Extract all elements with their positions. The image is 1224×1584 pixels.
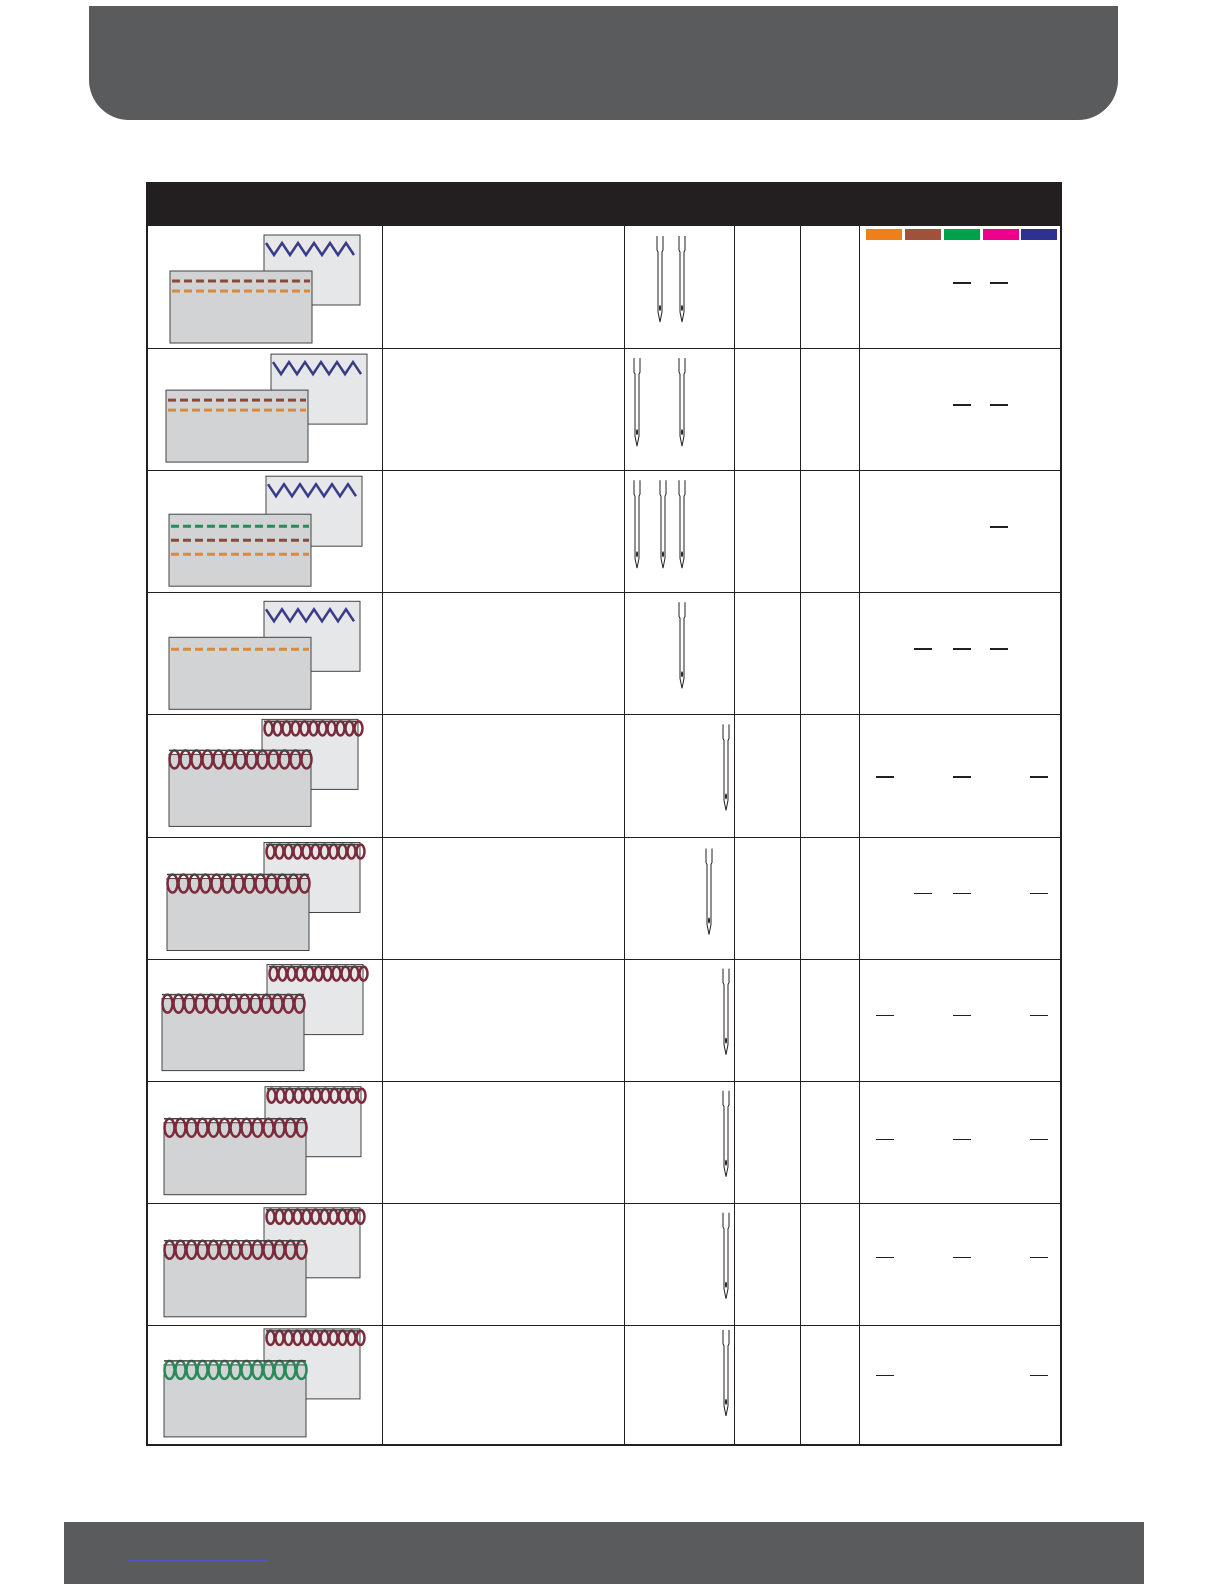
thread-color-swatch bbox=[944, 229, 980, 240]
column-divider bbox=[859, 184, 860, 1444]
tension-mark bbox=[990, 526, 1008, 528]
tension-mark bbox=[876, 776, 894, 778]
tension-mark bbox=[1030, 893, 1048, 895]
tension-mark bbox=[990, 648, 1008, 650]
needle-icon bbox=[723, 1091, 729, 1177]
stitch-sample bbox=[164, 1087, 366, 1195]
tension-mark bbox=[876, 1015, 894, 1017]
tension-mark bbox=[953, 1015, 971, 1017]
stitch-sample bbox=[169, 719, 363, 826]
stitch-sample bbox=[170, 235, 360, 343]
stitch-sample bbox=[164, 1329, 365, 1437]
needle-icon bbox=[679, 236, 685, 322]
tension-mark bbox=[953, 648, 971, 650]
tension-mark bbox=[914, 893, 932, 895]
column-divider bbox=[800, 184, 801, 1444]
needle-diagrams bbox=[624, 184, 734, 1448]
stitch-sample bbox=[169, 476, 362, 586]
needle-icon bbox=[679, 480, 685, 568]
column-divider bbox=[382, 184, 383, 1444]
needle-icon bbox=[660, 480, 666, 568]
footer-link[interactable] bbox=[128, 1548, 267, 1561]
tension-mark bbox=[953, 282, 971, 284]
stitch-sample bbox=[164, 1208, 365, 1317]
tension-mark bbox=[914, 648, 932, 650]
tension-mark bbox=[953, 776, 971, 778]
stitch-sample bbox=[162, 965, 368, 1071]
tension-mark bbox=[1030, 1375, 1048, 1377]
header-description bbox=[383, 184, 624, 226]
header-stitch-length bbox=[735, 184, 800, 226]
chapter-banner bbox=[89, 6, 1118, 120]
tension-mark bbox=[1030, 1139, 1048, 1141]
thread-color-swatch bbox=[1021, 229, 1057, 240]
needle-icon bbox=[723, 969, 729, 1055]
tension-mark bbox=[1030, 1015, 1048, 1017]
stitch-sample-illustrations bbox=[148, 184, 382, 1448]
needle-icon bbox=[706, 849, 712, 935]
needle-icon bbox=[723, 1213, 729, 1299]
tension-mark bbox=[953, 1257, 971, 1259]
needle-icon bbox=[634, 358, 640, 446]
header-thread-tension bbox=[860, 184, 1060, 226]
header-cutting-width bbox=[801, 184, 857, 226]
needle-icon bbox=[657, 236, 663, 322]
column-divider bbox=[734, 184, 735, 1444]
thread-color-swatch bbox=[866, 229, 902, 240]
needle-icon bbox=[723, 724, 729, 810]
stitch-sample bbox=[167, 843, 365, 951]
tension-mark bbox=[876, 1375, 894, 1377]
tension-mark bbox=[876, 1139, 894, 1141]
needle-icon bbox=[634, 480, 640, 568]
tension-mark bbox=[953, 404, 971, 406]
tension-mark bbox=[953, 1139, 971, 1141]
needle-icon bbox=[679, 358, 685, 446]
tension-mark bbox=[990, 404, 1008, 406]
tension-mark bbox=[990, 282, 1008, 284]
stitch-chart-table bbox=[146, 182, 1062, 1446]
needle-icon bbox=[679, 602, 685, 688]
stitch-sample bbox=[166, 354, 367, 462]
stitch-sample bbox=[169, 601, 360, 709]
thread-color-swatch bbox=[905, 229, 941, 240]
needle-icon bbox=[723, 1330, 729, 1416]
tension-mark bbox=[1030, 776, 1048, 778]
tension-mark bbox=[876, 1257, 894, 1259]
tension-mark bbox=[953, 893, 971, 895]
tension-mark bbox=[1030, 1257, 1048, 1259]
thread-color-swatch bbox=[983, 229, 1019, 240]
